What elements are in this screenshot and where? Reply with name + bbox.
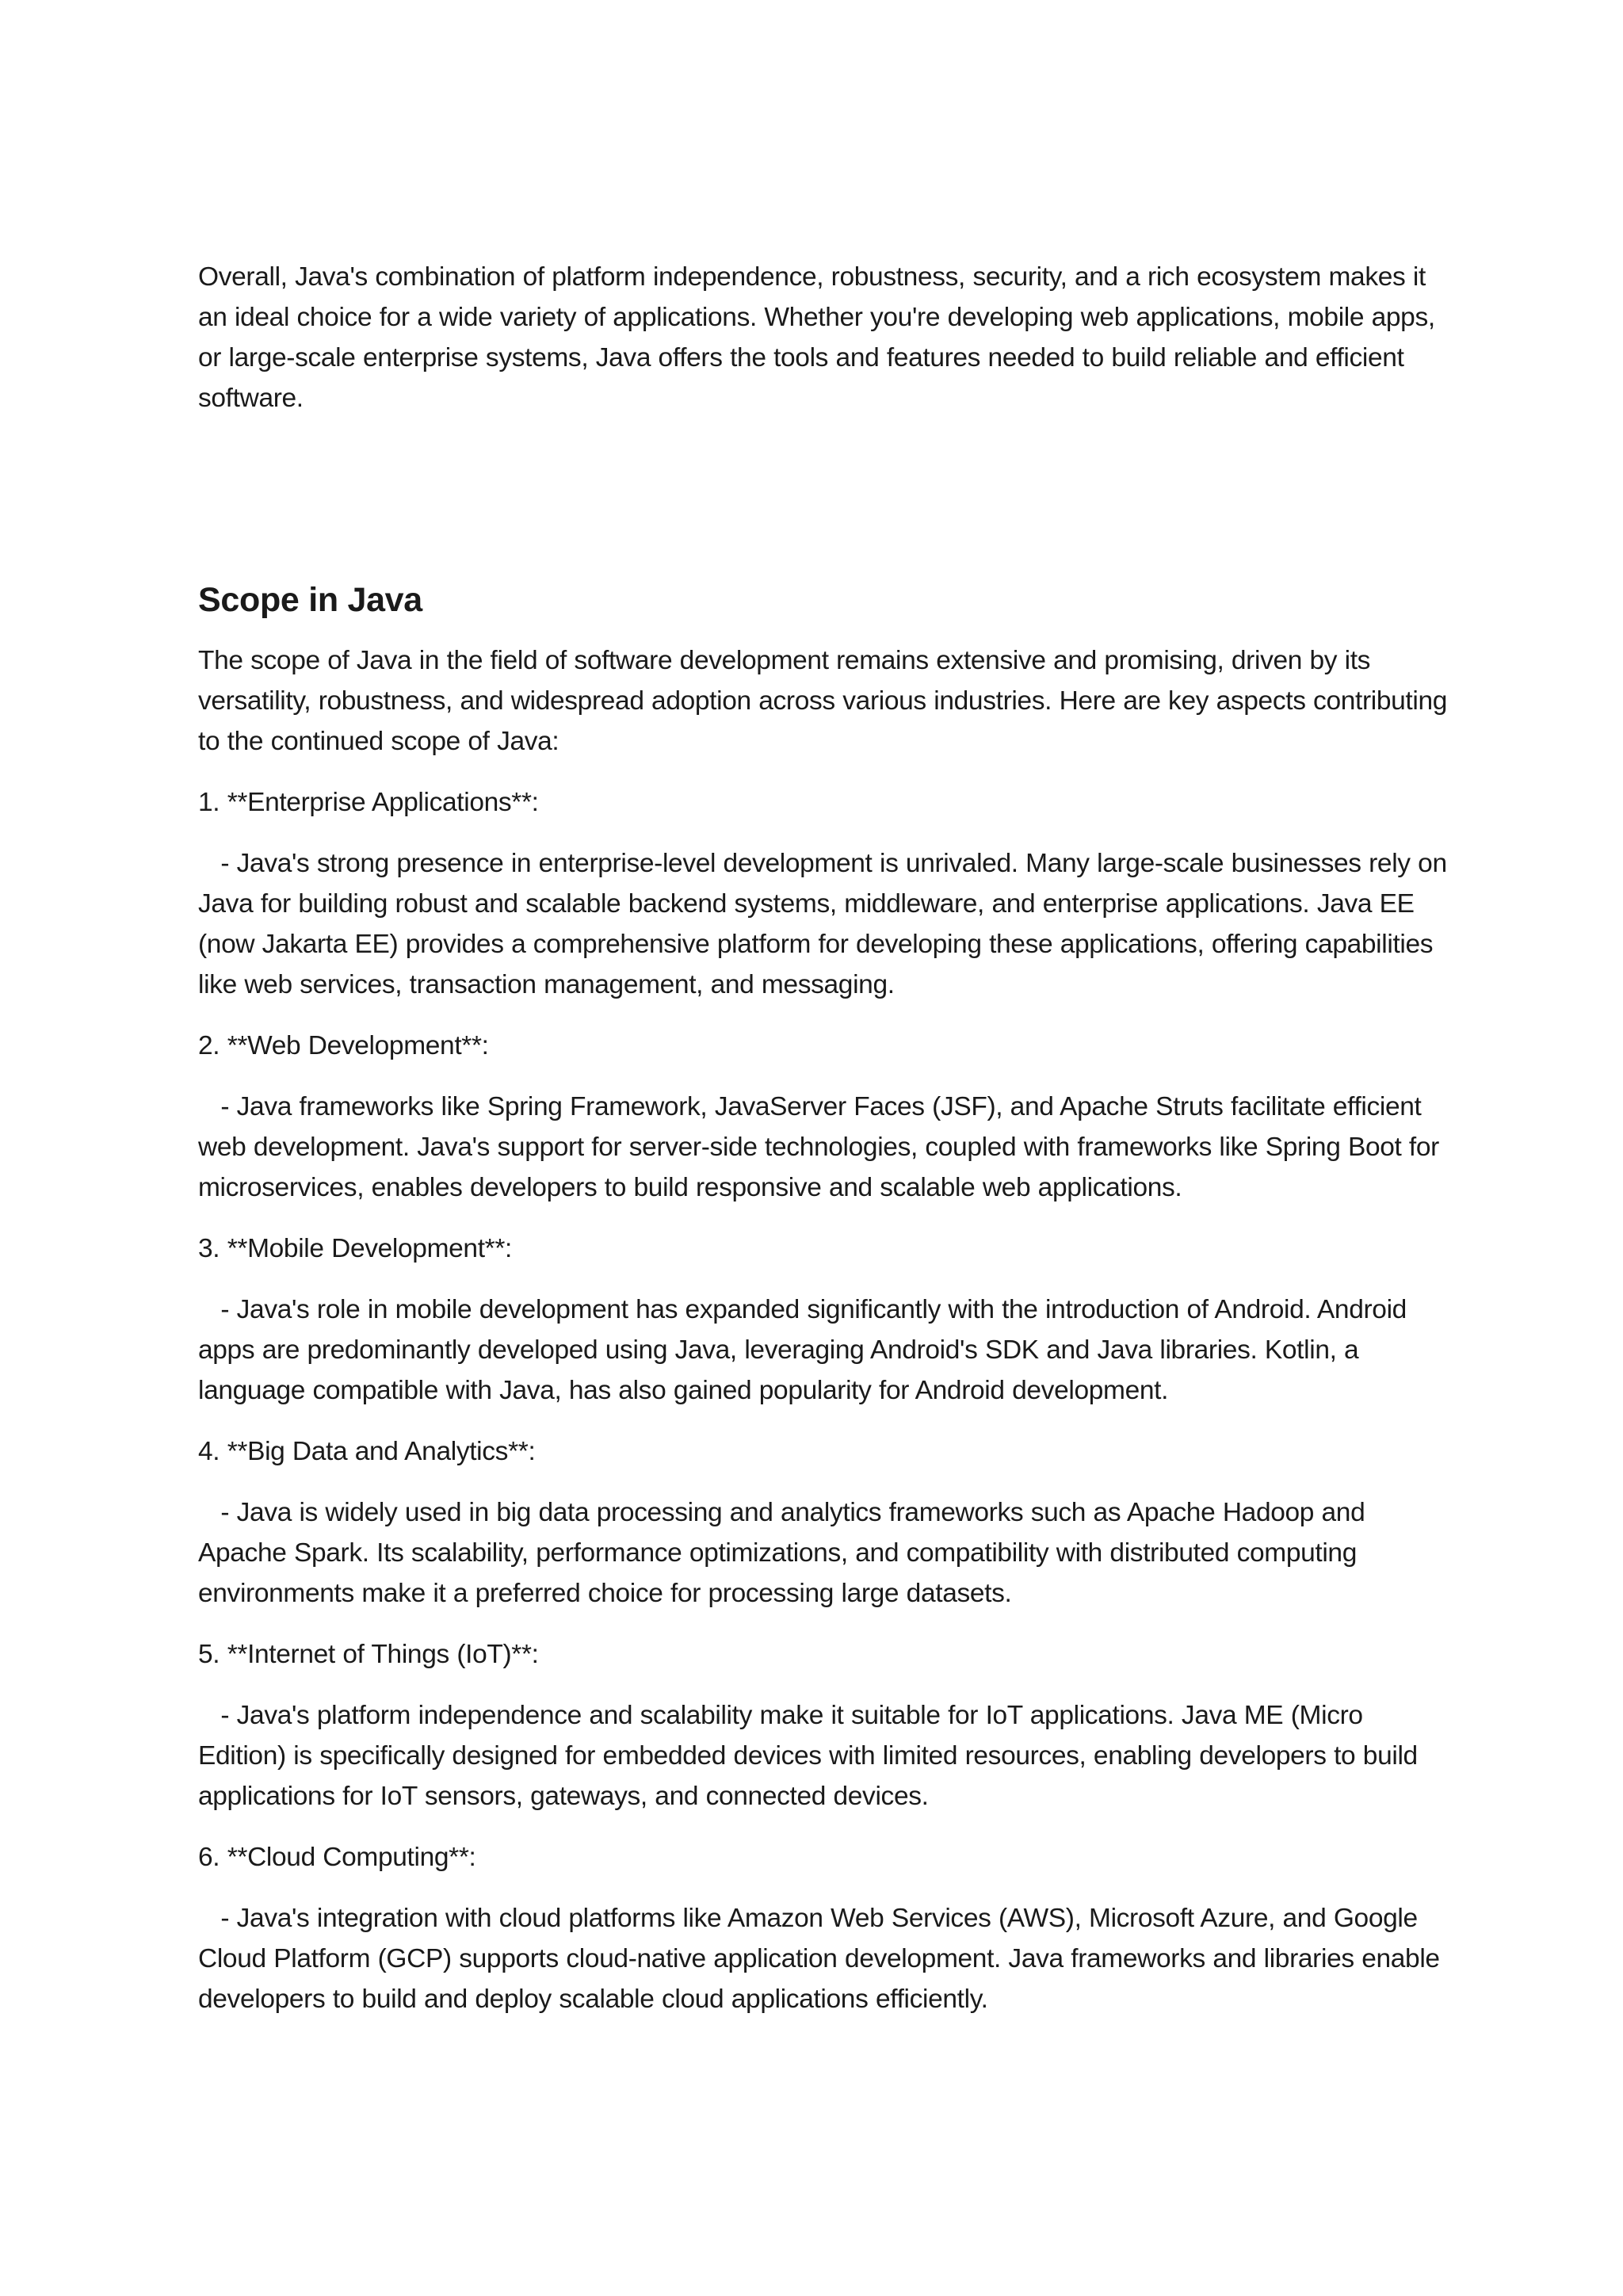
list-item-body: - Java's strong presence in enterprise-level development is unrivaled. Many large-scale businesses rely on Java for building robust and scalable backend systems, middleware, and enterprise applications. Java EE (now Jakarta EE) provides a comprehensive platform for developing these applications, offering capabilities like web services, transaction management, and messaging. xyxy=(198,849,1455,999)
section-title: Scope in Java xyxy=(198,581,422,619)
list-item-body: - Java is widely used in big data processing and analytics frameworks such as Apache Hadoop and Apache Spark. Its scalability, performance optimizations, and compatibility with distributed computing environments make it a preferred choice for processing large datasets. xyxy=(198,1498,1371,1608)
intro-paragraph: Overall, Java's combination of platform independence, robustness, security, and a rich ecosystem makes it an ideal choice for a wide variety of applications. Whether you're developing web applications, mobile apps, or large-scale enterprise systems, Java offers the tools and features needed to build reliable and efficient software. xyxy=(198,262,1435,413)
list-item-heading: 2. **Web Development**: xyxy=(198,1031,489,1060)
list-item-body: - Java frameworks like Spring Framework, JavaServer Faces (JSF), and Apache Struts facilitate efficient web development. Java's support for server-side technologies, coupled with frameworks like Spring Boot for microservices, enables developers to build responsive and scalable web applications. xyxy=(198,1092,1447,1202)
list-item-body: - Java's role in mobile development has expanded significantly with the introduction of Android. Android apps are predominantly developed using Java, leveraging Android's SDK and Java libraries. Kotlin, a language compatible with Java, has also gained popularity for Android development. xyxy=(198,1295,1415,1405)
list-item-heading: 1. **Enterprise Applications**: xyxy=(198,788,539,817)
list-item-body: - Java's platform independence and scalability make it suitable for IoT applications. Java ME (Micro Edition) is specifically designed for embedded devices with limited resources, enabling developers to build applications for IoT sensors, gateways, and connected devices. xyxy=(198,1701,1426,1811)
list-item-heading: 5. **Internet of Things (IoT)**: xyxy=(198,1640,539,1669)
list-item-heading: 4. **Big Data and Analytics**: xyxy=(198,1437,536,1466)
list-item-body: - Java's integration with cloud platforms like Amazon Web Services (AWS), Microsoft Azure, and Google Cloud Platform (GCP) supports cloud-native application development. Java frameworks and libraries enable developers to build and deploy scalable cloud applications efficiently. xyxy=(198,1904,1448,2014)
section-lead-paragraph: The scope of Java in the field of software development remains extensive and promising, driven by its versatility, robustness, and widespread adoption across various industries. Here are key aspects contributing to the continued scope of Java: xyxy=(198,646,1448,756)
list-item-heading: 3. **Mobile Development**: xyxy=(198,1234,512,1263)
list-item-heading: 6. **Cloud Computing**: xyxy=(198,1843,476,1872)
page-content xyxy=(198,257,1455,2040)
